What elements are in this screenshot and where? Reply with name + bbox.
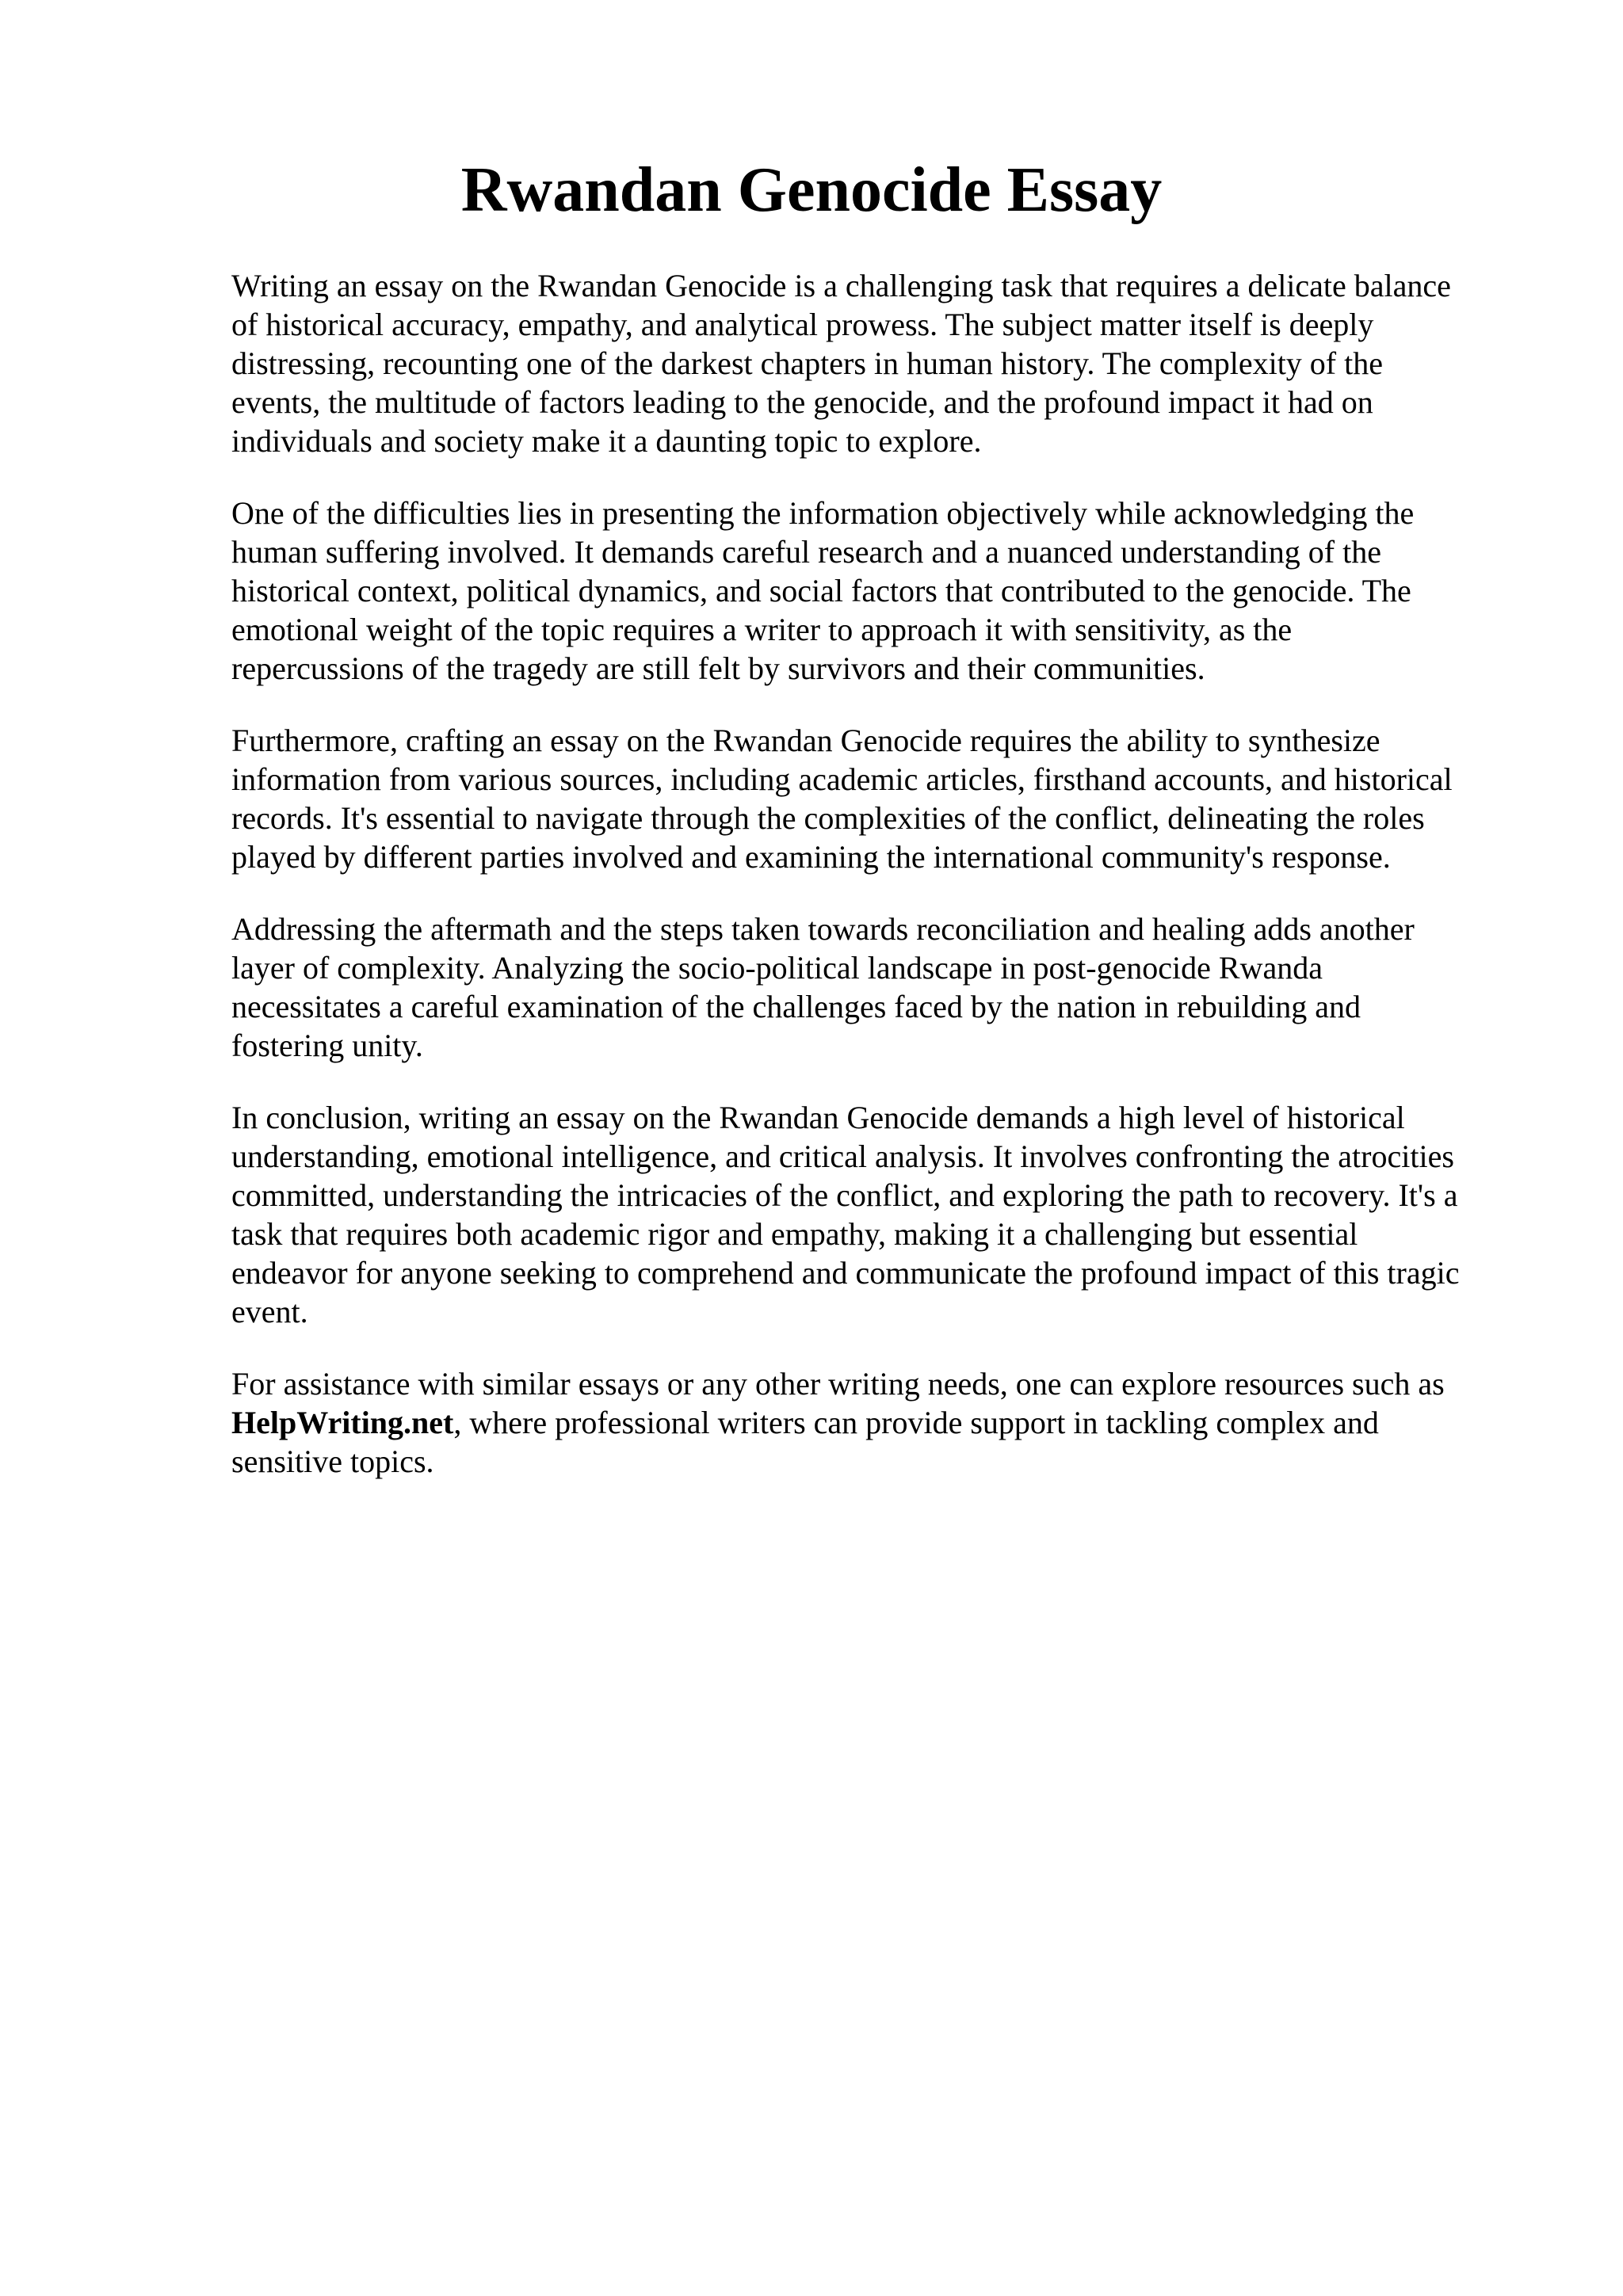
text-line: historical context, political dynamics, and social factors that contributed to the genocide. The (231, 573, 1411, 608)
text-line: understanding, emotional intelligence, and critical analysis. It involves confronting the atrocities (231, 1138, 1454, 1174)
text-line: layer of complexity. Analyzing the socio-political landscape in post-genocide Rwanda (231, 950, 1323, 986)
text-line: endeavor for anyone seeking to comprehend and communicate the profound impact of this tragic (231, 1255, 1460, 1291)
text-line: Furthermore, crafting an essay on the Rwandan Genocide requires the ability to synthesize (231, 723, 1381, 758)
text-line: human suffering involved. It demands careful research and a nuanced understanding of the (231, 534, 1381, 570)
text-line: committed, understanding the intricacies of the conflict, and exploring the path to recovery. It's a (231, 1177, 1458, 1213)
text-line: In conclusion, writing an essay on the Rwandan Genocide demands a high level of historical (231, 1100, 1405, 1135)
text-line: Addressing the aftermath and the steps taken towards reconciliation and healing adds another (231, 911, 1415, 947)
paragraph-5 (231, 1098, 1515, 1331)
text-line: necessitates a careful examination of the challenges faced by the nation in rebuilding and (231, 989, 1361, 1024)
page-title: Rwandan Genocide Essay (460, 155, 1163, 225)
text-line: Writing an essay on the Rwandan Genocide is a challenging task that requires a delicate balance (231, 268, 1451, 303)
paragraph-3 (231, 721, 1515, 876)
paragraph-4 (231, 910, 1515, 1065)
text-line: task that requires both academic rigor and empathy, making it a challenging but essential (231, 1216, 1358, 1252)
text-line: individuals and society make it a daunting topic to explore. (231, 423, 982, 459)
paragraph-1 (231, 266, 1515, 460)
text-line: events, the multitude of factors leading to the genocide, and the profound impact it had on (231, 384, 1373, 420)
paragraph-2 (231, 494, 1515, 688)
text-line: distressing, recounting one of the darkest chapters in human history. The complexity of the (231, 345, 1383, 381)
text-line: One of the difficulties lies in presenting the information objectively while acknowledging the (231, 495, 1415, 531)
text-line: information from various sources, including academic articles, firsthand accounts, and historical (231, 761, 1453, 797)
text-line: sensitive topics. (231, 1444, 434, 1479)
text-line: event. (231, 1294, 308, 1329)
text-line: records. It's essential to navigate through the complexities of the conflict, delineating the roles (231, 800, 1425, 836)
site-name: HelpWriting.net (231, 1405, 454, 1440)
text-line: fostering unity. (231, 1028, 423, 1063)
text-line: repercussions of the tragedy are still felt by survivors and their communities. (231, 650, 1205, 686)
essay-body (231, 266, 1515, 1514)
text-line: of historical accuracy, empathy, and analytical prowess. The subject matter itself is deeply (231, 307, 1374, 342)
text-line: For assistance with similar essays or any other writing needs, one can explore resources such as (231, 1366, 1445, 1402)
text-line: emotional weight of the topic requires a writer to approach it with sensitivity, as the (231, 612, 1293, 647)
text-line: played by different parties involved and examining the international community's response. (231, 839, 1391, 875)
text-line (231, 1403, 1515, 1442)
text-fragment: , where professional writers can provide support in tackling complex and (453, 1405, 1379, 1440)
closing-paragraph (231, 1364, 1515, 1481)
